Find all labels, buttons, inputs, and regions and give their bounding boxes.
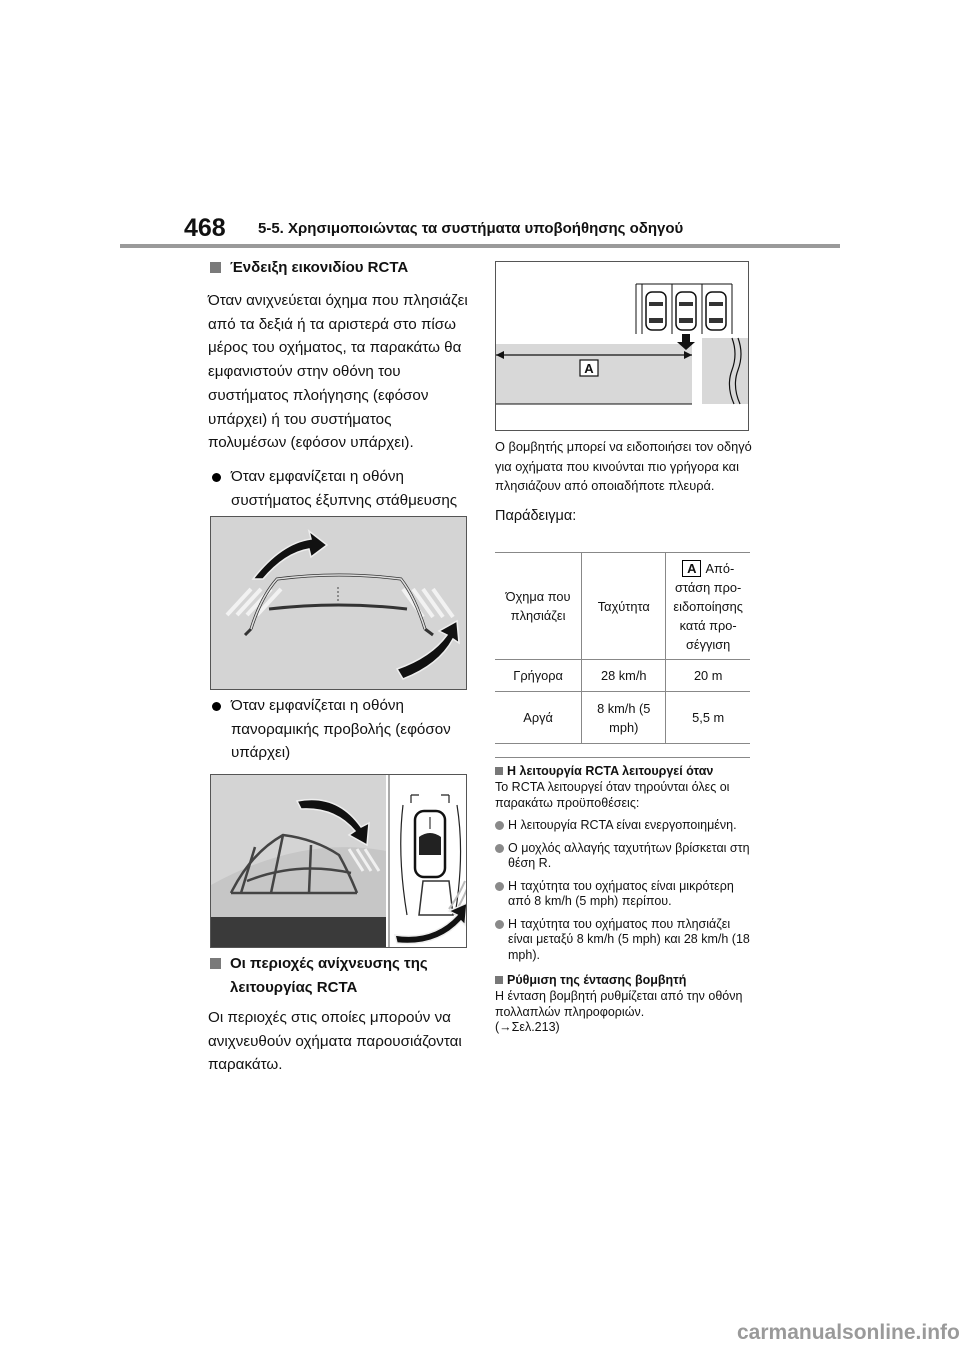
table-cell: 8 km/h (5 mph) (582, 692, 666, 744)
bullet-dot-icon (212, 473, 221, 482)
detection-area-figure (495, 261, 749, 431)
example-label: Παράδειγμα: (495, 507, 577, 524)
distance-header-text: Από-στάση προ-ειδοποίησης κατά προ-σέγγιση (673, 560, 743, 652)
square-bullet-icon (495, 976, 503, 984)
parked-cars-icon (646, 292, 726, 330)
detection-areas-heading (208, 952, 470, 1000)
list-item (495, 841, 755, 872)
rear-camera-figure (210, 516, 467, 690)
table-cell: 20 m (666, 660, 750, 692)
table-cell: 28 km/h (582, 660, 666, 692)
bullet-dot-icon (212, 702, 221, 711)
conditions-intro: Το RCTA λειτουργεί όταν τηρούνται όλες οι παρακάτω προϋποθέσεις: (495, 780, 730, 810)
table-cell: Αργά (495, 692, 582, 744)
bullet-dot-icon (495, 821, 504, 830)
list-item (495, 818, 755, 834)
heading-text: Η λειτουργία RCTA λειτουργεί όταν (507, 764, 714, 778)
section-separator (495, 757, 750, 758)
list-item-text: Η λειτουργία RCTA είναι ενεργοποιημένη. (508, 818, 737, 832)
table-header-cell: Όχημα που πλησιάζει (495, 553, 582, 660)
page-number: 468 (184, 214, 226, 242)
square-bullet-icon (495, 767, 503, 775)
bullet-dot-icon (495, 844, 504, 853)
area-a-label: A (584, 361, 594, 376)
bullet-text: Όταν εμφανίζεται η οθόνη πανοραμικής προβολής (εφόσον υπάρχει) (231, 697, 451, 762)
panoramic-view-figure (210, 774, 467, 948)
table-header-cell-distance (666, 553, 750, 660)
bullet-dot-icon (495, 920, 504, 929)
square-bullet-icon (210, 958, 221, 969)
rcta-icon-paragraph: Όταν ανιχνεύεται όχημα που πλησιάζει από τα δεξιά ή τα αριστερά στο πίσω μέρος του οχήματος, τα παρακάτω θα εμφανιστούν στην οθόνη του συστήματος πλοήγησης (εφόσον υπάρχει) ή του συστήματος πολυμέσων (εφόσον υπάρχει). (208, 292, 468, 452)
volume-heading (495, 971, 755, 989)
header-rule (120, 244, 840, 248)
left-motion-lines-icon (227, 589, 281, 615)
list-item-text: Η ταχύτητα του οχήματος είναι μικρότερη από 8 km/h (5 mph) περίπου. (508, 878, 734, 908)
section-title: 5-5. Χρησιμοποιώντας τα συστήματα υποβοήθησης οδηγού (258, 220, 684, 237)
buzzer-caption: Ο βομβητής μπορεί να ειδοποιήσει τον οδηγό για οχήματα που κινούνται πιο γρήγορα και πλησιάζουν από οποιαδήποτε πλευρά. (495, 439, 752, 493)
bullet-panoramic (208, 694, 470, 765)
square-bullet-icon (210, 262, 221, 273)
left-approach-arrow-icon (253, 531, 327, 579)
conditions-heading (495, 762, 755, 780)
table-cell: Γρήγορα (495, 660, 582, 692)
volume-page-reference[interactable]: (→Σελ.213) (495, 1020, 560, 1034)
area-a-marker: A (682, 560, 701, 577)
table-header-row (495, 553, 750, 660)
bullet-dot-icon (495, 882, 504, 891)
list-item-text: Ο μοχλός αλλαγής ταχυτήτων βρίσκεται στη θέση R. (508, 840, 750, 870)
table-header-cell: Ταχύτητα (582, 553, 666, 660)
panoramic-view-illustration (211, 775, 467, 948)
detection-area-illustration (496, 262, 749, 431)
left-column-2 (208, 694, 470, 765)
watermark: carmanualsonline.info (737, 1321, 960, 1344)
right-column (495, 437, 755, 524)
heading-text: Ένδειξη εικονιδίου RCTA (230, 259, 409, 276)
list-item (495, 917, 755, 964)
list-item (495, 879, 755, 910)
rcta-icon-heading (208, 256, 470, 280)
list-item-text: Η ταχύτητα του οχήματος που πλησιάζει είναι μεταξύ 8 km/h (5 mph) και 28 km/h (18 mph). (508, 916, 750, 962)
right-lower-column (495, 762, 755, 1036)
heading-text: Οι περιοχές ανίχνευσης της λειτουργίας RCTA (230, 955, 428, 996)
table-row (495, 692, 750, 744)
detection-areas-paragraph: Οι περιοχές στις οποίες μπορούν να ανιχνευθούν οχήματα παρουσιάζονται παρακάτω. (208, 1009, 462, 1074)
approach-distance-table (495, 552, 750, 744)
table-row (495, 660, 750, 692)
bullet-text: Όταν εμφανίζεται η οθόνη συστήματος έξυπνης στάθμευσης (231, 467, 458, 509)
table-cell: 5,5 m (666, 692, 750, 744)
left-column (208, 256, 470, 536)
left-column-3 (208, 952, 470, 1077)
volume-text: Η ένταση βομβητή ρυθμίζεται από την οθόνη πολλαπλών πληροφοριών. (495, 989, 743, 1019)
rear-camera-illustration (211, 517, 467, 690)
heading-text: Ρύθμιση της έντασης βομβητή (507, 973, 687, 987)
